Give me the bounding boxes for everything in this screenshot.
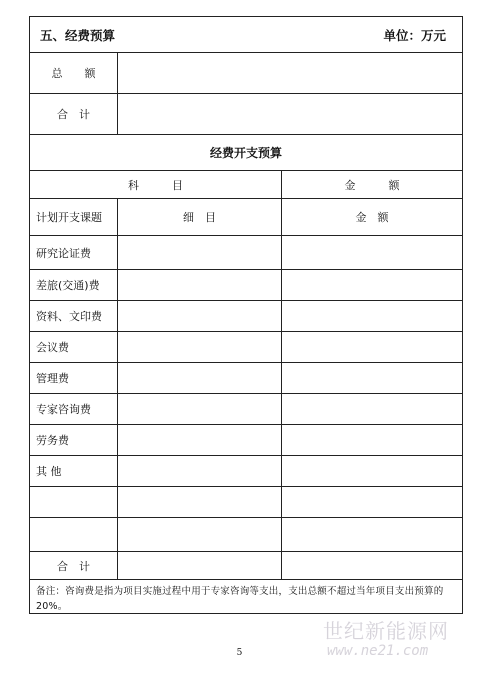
budget-note: 备注：咨询费是指为项目实施过程中用于专家咨询等支出，支出总额不超过当年项目支出预算的20%。 (36, 586, 444, 612)
total-amount-value[interactable] (118, 53, 462, 93)
table-row (30, 394, 462, 425)
item-label: 其 他 (30, 456, 118, 486)
item-label: 差旅(交通)费 (30, 270, 118, 300)
total-amount-row (30, 53, 462, 94)
table-row (30, 270, 462, 301)
detail-cell[interactable] (118, 456, 282, 486)
item-label: 研究论证费 (30, 236, 118, 269)
watermark-text-url: www.ne21.com (327, 643, 429, 659)
detail-cell[interactable] (118, 363, 282, 393)
detail-cell[interactable] (118, 301, 282, 331)
form-header-row (30, 17, 462, 53)
section-heading: 五、经费预算 (40, 27, 116, 43)
amount-cell[interactable] (282, 518, 462, 551)
page-number: 5 (236, 648, 243, 658)
detail-column-header: 细 目 (118, 199, 282, 235)
total-amount-label: 总 额 (30, 53, 118, 93)
subheader-row (30, 199, 462, 236)
note-row (30, 580, 462, 615)
subtotal-value[interactable] (118, 94, 462, 134)
detail-cell[interactable] (118, 332, 282, 362)
table-row (30, 301, 462, 332)
bottom-total-detail[interactable] (118, 552, 282, 579)
item-label: 专家咨询费 (30, 394, 118, 424)
amount-cell[interactable] (282, 425, 462, 455)
bottom-total-row (30, 552, 462, 580)
watermark-logo (323, 620, 473, 670)
table-row (30, 487, 462, 518)
table-row (30, 363, 462, 394)
amount-cell[interactable] (282, 363, 462, 393)
amount-subcolumn-header: 金 额 (355, 211, 389, 224)
amount-cell[interactable] (282, 394, 462, 424)
detail-cell[interactable] (118, 270, 282, 300)
item-label[interactable] (30, 487, 118, 517)
table-row (30, 425, 462, 456)
table-row (30, 518, 462, 552)
item-label[interactable] (30, 518, 118, 551)
detail-cell[interactable] (118, 394, 282, 424)
table-row (30, 456, 462, 487)
table-row (30, 236, 462, 270)
detail-cell[interactable] (118, 518, 282, 551)
detail-cell[interactable] (118, 487, 282, 517)
amount-cell[interactable] (282, 301, 462, 331)
amount-cell[interactable] (282, 332, 462, 362)
amount-cell[interactable] (282, 456, 462, 486)
amount-cell[interactable] (282, 270, 462, 300)
project-column-header: 计划开支课题 (30, 199, 118, 235)
subtotal-row (30, 94, 462, 135)
item-label: 资料、文印费 (30, 301, 118, 331)
bottom-total-amount[interactable] (282, 552, 462, 579)
item-label: 劳务费 (30, 425, 118, 455)
subtotal-label: 合 计 (30, 94, 118, 134)
bottom-total-label: 合 计 (30, 552, 118, 579)
detail-cell[interactable] (118, 425, 282, 455)
amount-cell[interactable] (282, 236, 462, 269)
section-title-row (30, 135, 462, 171)
budget-form (29, 16, 463, 614)
column-header-row (30, 171, 462, 199)
item-label: 管理费 (30, 363, 118, 393)
watermark-text-cn: 世纪新能源网 (323, 619, 449, 643)
item-label: 会议费 (30, 332, 118, 362)
detail-cell[interactable] (118, 236, 282, 269)
subject-column-header: 科 目 (30, 171, 282, 198)
table-row (30, 332, 462, 363)
amount-column-header: 金 额 (344, 178, 400, 192)
budget-section-title: 经费开支预算 (209, 146, 282, 160)
amount-cell[interactable] (282, 487, 462, 517)
unit-label: 单位：万元 (383, 27, 446, 43)
